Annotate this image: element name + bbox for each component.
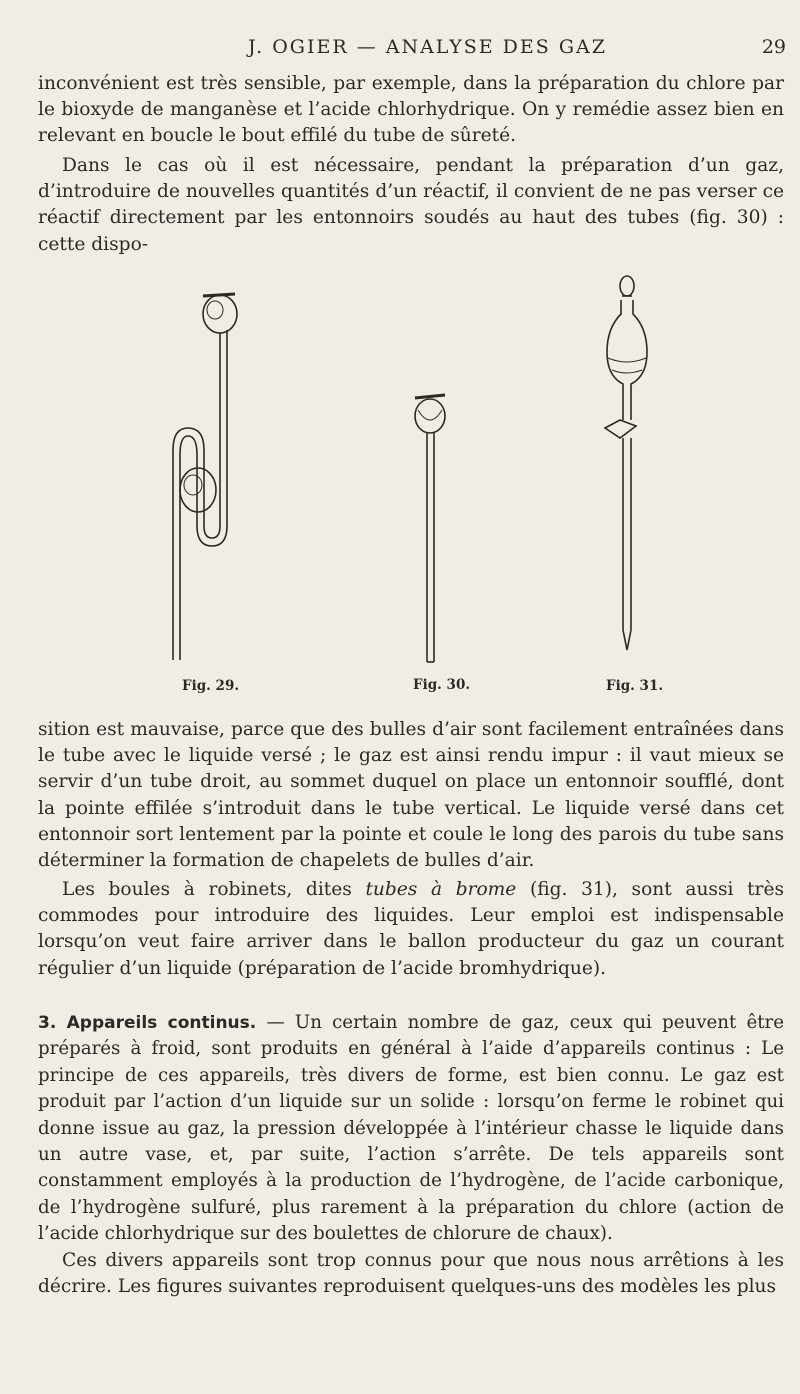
fig31-drawing xyxy=(605,276,647,650)
paragraph-2: Dans le cas où il est nécessaire, pendant la préparation d’un gaz, d’introduire de nouvelles quantités d’un réactif, il convient de ne pas verser ce réactif directement par les entonnoirs soudés au haut des tubes (fig. 30) : cette dispo- xyxy=(38,155,784,255)
section-heading: 3. Appareils continus. xyxy=(38,1013,257,1033)
paragraph-5-body: — Un certain nombre de gaz, ceux qui peuvent être préparés à froid, sont produits en général à l’aide d’appareils continus : Le principe de ces appareils, très divers de forme, est bien connu. Le gaz est produit par l’action d’un liquide sur un solide : lorsqu’on ferme le robinet qui donne issue au gaz, la pression développée à l’intérieur chasse le liquide dans un autre vase, et, par suite, l’action s’arrête. De tels appareils sont constamment employés à la production de l’hydrogène, de l’acide carbonique, de l’hydrogène sulfuré, plus rarement à la préparation du chlore (action de l’acide chlorhydrique sur des boulettes de chlorure de chaux). xyxy=(38,1012,785,1245)
apparatus-illustration xyxy=(0,270,800,700)
fig30-drawing xyxy=(415,395,445,662)
running-title: J. OGIER — ANALYSE DES GAZ xyxy=(248,36,607,58)
fig29-drawing xyxy=(173,294,237,660)
page-number: 29 xyxy=(761,36,786,58)
tubes-a-brome-term: tubes à brome xyxy=(365,879,517,900)
paragraph-4 xyxy=(38,877,784,982)
running-head xyxy=(38,36,790,64)
caption-fig-29: Fig. 29. xyxy=(182,678,240,694)
paragraph-3: sition est mauvaise, parce que des bulles d’air sont facilement entraînées dans le tube avec le liquide versé ; le gaz est ainsi rendu impur : il vaut mieux se servir d’un tube droit, au sommet duquel on place un entonnoir soufflé, dont la pointe effilée s’introduit dans le tube vertical. Le liquide versé dans cet entonnoir sort lentement par la pointe et coule le long des parois du tube sans déterminer la formation de chapelets de bulles d’air. xyxy=(38,719,784,872)
paragraph-1: inconvénient est très sensible, par exemple, dans la préparation du chlore par le bioxyde de manganèse et l’acide chlorhydrique. On y remédie assez bien en relevant en boucle le bout effilé du tube de sûreté. xyxy=(38,73,784,147)
caption-fig-30: Fig. 30. xyxy=(413,677,471,693)
paragraph-4-text-b: (fig. 31), sont aussi très commodes pour introduire des liquides. Leur emploi est indispensable lorsqu’on veut faire arriver dans le ballon producteur du gaz un courant régulier d’un liquide (préparation de l’acide bromhydrique). xyxy=(38,879,784,979)
paragraph-6: Ces divers appareils sont trop connus pour que nous nous arrêtions à les décrire. Les figures suivantes reproduisent quelques-uns des modèles les plus xyxy=(38,1250,784,1298)
caption-fig-31: Fig. 31. xyxy=(606,678,664,694)
paragraph-4-text-a: Les boules à robinets, dites xyxy=(62,879,366,900)
paragraph-5 xyxy=(38,1010,784,1248)
figures-block xyxy=(0,270,800,700)
